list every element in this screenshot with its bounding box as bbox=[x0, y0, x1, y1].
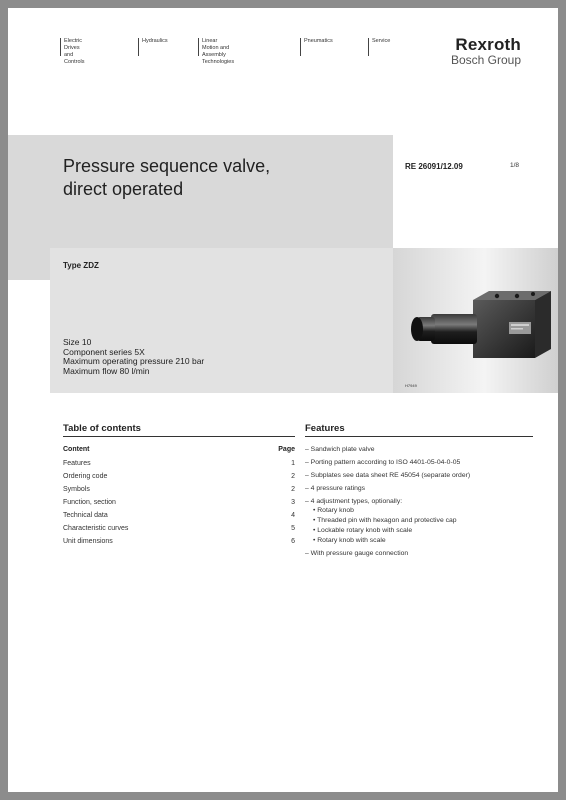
toc-label: Ordering code bbox=[63, 473, 108, 480]
type-label: Type ZDZ bbox=[63, 261, 99, 270]
spec-max-pressure: Maximum operating pressure 210 bar bbox=[63, 356, 205, 366]
toc-label: Features bbox=[63, 460, 91, 467]
spec-size: Size 10 bbox=[63, 337, 92, 347]
toc-row[interactable] bbox=[63, 486, 295, 493]
photo-id: H7949 bbox=[405, 383, 417, 388]
feature-item: – 4 pressure ratings bbox=[305, 485, 366, 492]
toc-row[interactable] bbox=[63, 525, 295, 532]
toc-row[interactable] bbox=[63, 499, 295, 506]
toc-page: 3 bbox=[291, 499, 295, 506]
spec-component-series: Component series 5X bbox=[63, 346, 145, 357]
nav-hydraulics[interactable]: Hydraulics bbox=[138, 38, 168, 56]
spec-max-flow: Maximum flow 80 l/min bbox=[63, 365, 150, 376]
page-number: 1/8 bbox=[510, 162, 520, 169]
document-reference: RE 26091/12.09 bbox=[405, 162, 463, 171]
toc-column-headers bbox=[63, 446, 295, 453]
toc-label: Characteristic curves bbox=[63, 525, 129, 532]
toc-page: 4 bbox=[291, 512, 295, 519]
feature-subitem: • Threaded pin with hexagon and protective cap bbox=[313, 517, 457, 524]
feature-item: – With pressure gauge connection bbox=[305, 550, 409, 557]
page-title: Pressure sequence valve, direct operated bbox=[63, 156, 271, 199]
feature-subitem: • Rotary knob bbox=[313, 507, 354, 514]
toc-col-page: Page bbox=[278, 446, 295, 453]
toc-label: Technical data bbox=[63, 512, 108, 519]
feature-subitem: • Rotary knob with scale bbox=[313, 537, 386, 544]
features-heading: Features bbox=[305, 423, 533, 437]
nav-electric-drives[interactable]: Electric Drives and Controls bbox=[60, 38, 84, 56]
nav-service[interactable]: Service bbox=[368, 38, 390, 56]
datasheet-page bbox=[8, 8, 558, 792]
valve-image bbox=[393, 248, 558, 393]
toc-row[interactable] bbox=[63, 460, 295, 467]
toc-page: 2 bbox=[291, 486, 295, 493]
spec-list bbox=[63, 338, 204, 376]
feature-subitem: • Lockable rotary knob with scale bbox=[313, 527, 413, 534]
nav-pneumatics[interactable]: Pneumatics bbox=[300, 38, 333, 56]
nav-linear-motion[interactable]: Linear Motion and Assembly Technologies bbox=[198, 38, 234, 56]
toc-heading: Table of contents bbox=[63, 423, 295, 437]
toc-page: 2 bbox=[291, 473, 295, 480]
feature-item: – Sandwich plate valve bbox=[305, 446, 375, 453]
toc-label: Symbols bbox=[63, 486, 90, 493]
feature-item: – Subplates see data sheet RE 45054 (separate order) bbox=[305, 472, 471, 479]
toc-row[interactable] bbox=[63, 512, 295, 519]
toc-row[interactable] bbox=[63, 538, 295, 545]
toc-page: 5 bbox=[291, 525, 295, 532]
product-photo bbox=[393, 248, 558, 393]
brand-logo bbox=[451, 36, 521, 67]
toc-page: 6 bbox=[291, 538, 295, 545]
feature-item: – Porting pattern according to ISO 4401-05-04-0-05 bbox=[305, 459, 461, 466]
toc-label: Unit dimensions bbox=[63, 538, 113, 545]
brand-group: Bosch Group bbox=[450, 53, 521, 67]
toc-col-content: Content bbox=[63, 446, 90, 453]
toc-row[interactable] bbox=[63, 473, 295, 480]
feature-item: – 4 adjustment types, optionally: bbox=[305, 498, 403, 505]
brand-name: Rexroth bbox=[455, 35, 521, 54]
toc-label: Function, section bbox=[63, 499, 116, 506]
toc-page: 1 bbox=[291, 460, 295, 467]
